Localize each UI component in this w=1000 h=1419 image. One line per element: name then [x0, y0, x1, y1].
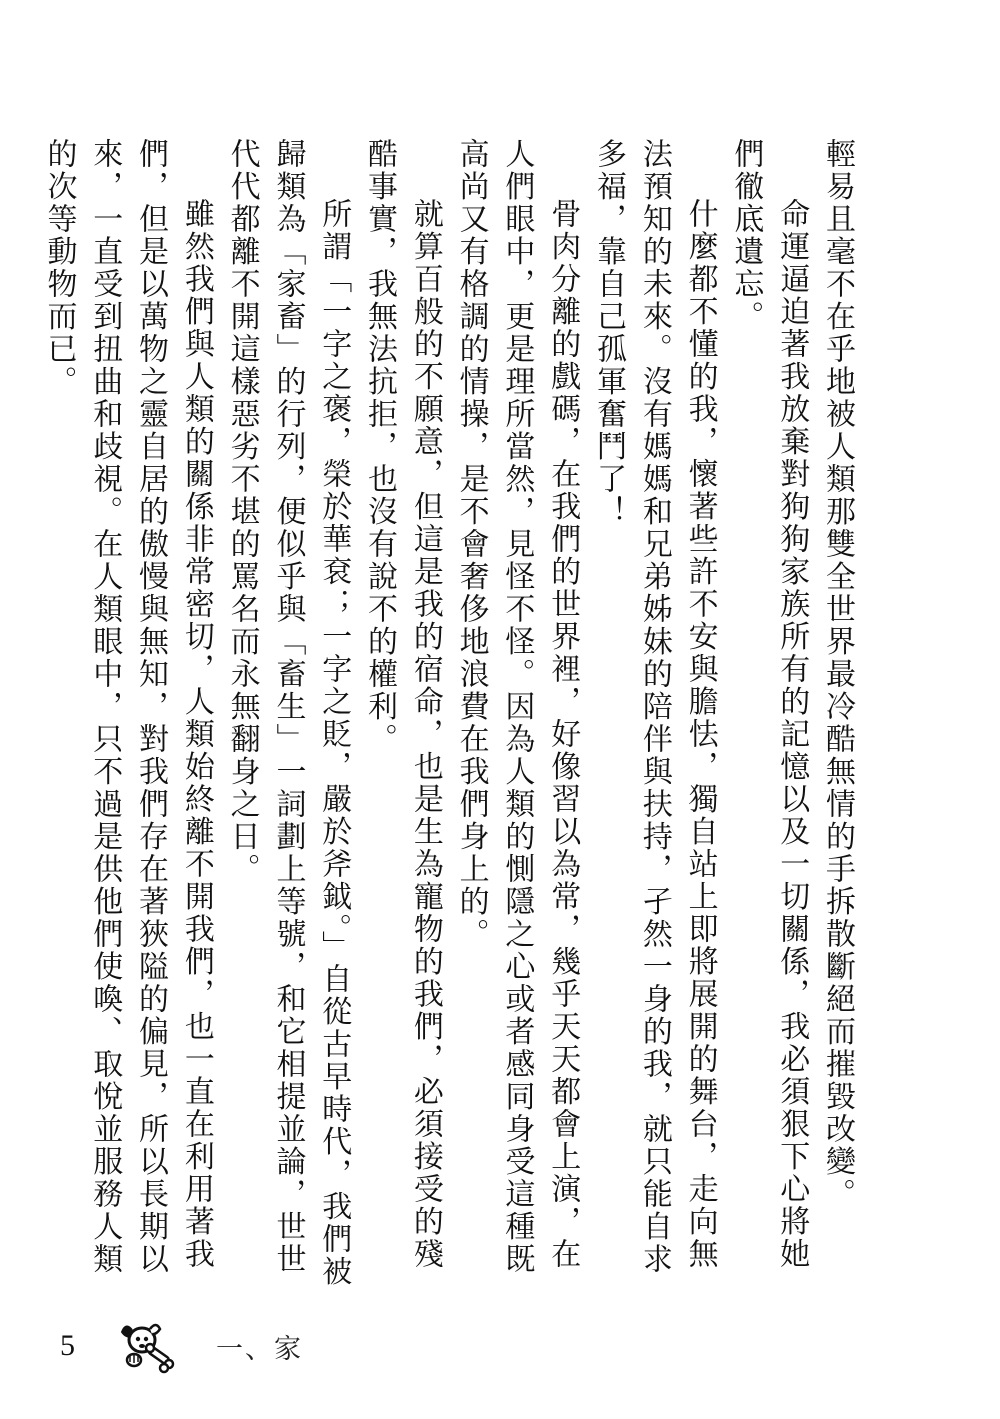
page-footer — [60, 1316, 460, 1376]
paragraph-3: 什麼都不懂的我，懷著些許不安與膽怯，獨自站上即將展開的舞台，走向無法預知的未來。沒有媽媽和兄弟姊妹的陪伴與扶持，孑然一身的我，就只能自求多福，靠自己孤軍奮鬥了！ — [591, 138, 718, 1276]
paragraph-5: 就算百般的不願意，但這是我的宿命，也是生為寵物的我們，必須接受的殘酷事實，我無法抗拒，也沒有說不的權利。 — [362, 138, 443, 1271]
dog-bone-icon — [120, 1320, 182, 1372]
body-text — [41, 138, 860, 1288]
chapter-title: 一、家 — [216, 1333, 303, 1365]
paragraph-6: 所謂「一字之褒，榮於華袞；一字之貶，嚴於斧鉞。」自從古早時代，我們被歸類為「家畜」的行列，便似乎與「畜生」一詞劃上等號，和它相提並論，世世代代都離不開這樣惡劣不堪的罵名而永無翻身之日。 — [224, 138, 352, 1288]
page-number: 5 — [60, 1329, 75, 1362]
paragraph-7: 雖然我們與人類的關係非常密切，人類始終離不開我們，也一直在利用著我們，但是以萬物之靈自居的傲慢與無知，對我們存在著狹隘的偏見，所以長期以來，一直受到扭曲和歧視。在人類眼中，只不過是供他們使喚、取悅並服務人類的次等動物而已。 — [41, 138, 214, 1276]
paragraph-1: 輕易且毫不在乎地被人類那雙全世界最冷酷無情的手拆散斷絕而摧毀改變。 — [820, 138, 855, 1211]
paragraph-4: 骨肉分離的戲碼，在我們的世界裡，好像習以為常，幾乎天天都會上演，在人們眼中，更是理所當然，見怪不怪。因為人類的惻隱之心或者感同身受這種既高尚又有格調的情操，是不會奢侈地浪費在我們身上的。 — [453, 138, 581, 1276]
paragraph-2: 命運逼迫著我放棄對狗狗家族所有的記憶以及一切關係，我必須狠下心將她們徹底遺忘。 — [728, 138, 810, 1271]
